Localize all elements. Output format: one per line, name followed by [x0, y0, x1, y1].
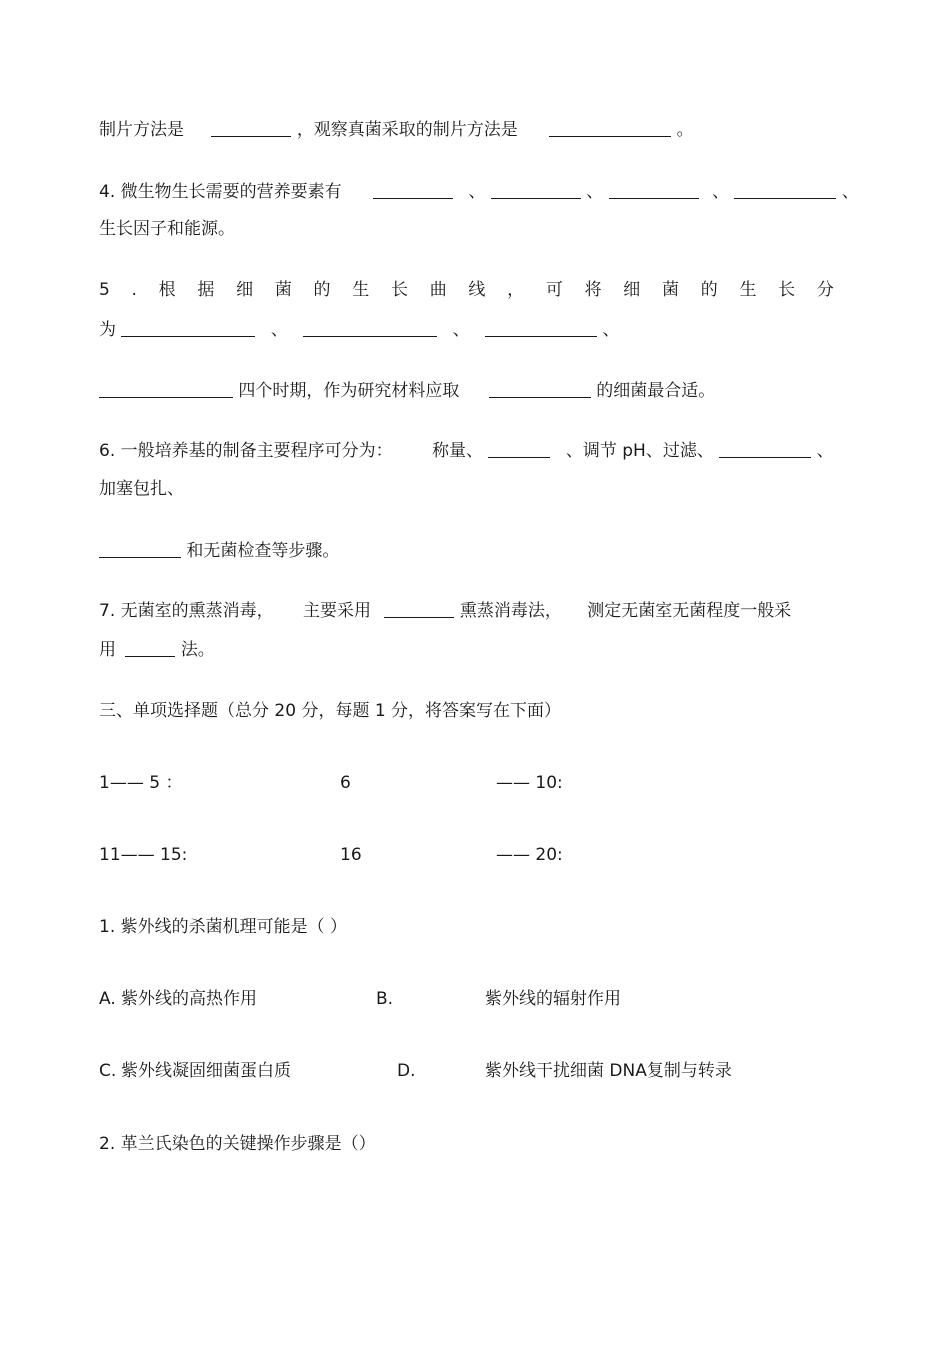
q5-char: 长 — [390, 280, 408, 300]
answer-range-a: 1—— 5 ： — [99, 773, 183, 793]
q6-text: 6. 一般培养基的制备主要程序可分为： — [99, 441, 393, 461]
q5-line-3 — [99, 379, 715, 402]
q7-tail: 测定无菌室无菌程度一般采 — [587, 601, 792, 621]
q6-line-1 — [99, 439, 834, 462]
q5-line-2 — [99, 318, 619, 341]
q5-char: 细 — [236, 280, 254, 300]
q3-text-1: 制片方法是 — [99, 120, 184, 140]
answer-range-c: —— 10: — [496, 773, 563, 793]
q5-char: 将 — [584, 280, 602, 300]
q5-sep-2: 、 — [452, 320, 470, 340]
q4-blank-4[interactable] — [734, 180, 836, 199]
q5-char: 分 — [816, 280, 834, 300]
option-text: 紫外线凝固细菌蛋白质 — [121, 1061, 291, 1081]
q4-sep-1: 、 — [468, 182, 486, 202]
q4-text: 4. 微生物生长需要的营养要素有 — [99, 182, 342, 202]
q4-sep-3: 、 — [712, 182, 730, 202]
answer-range-c: —— 20: — [496, 845, 563, 865]
q5-char: 长 — [778, 280, 796, 300]
q5-char: 曲 — [429, 280, 447, 300]
q7-line-2 — [99, 638, 215, 661]
q4-blank-1[interactable] — [373, 180, 453, 199]
q6-sep-end: 、 — [816, 441, 834, 461]
q6-blank-1[interactable] — [488, 439, 550, 458]
q5-sep-3: 、 — [602, 320, 620, 340]
q5-char: . — [131, 280, 137, 300]
q7-after-blank: 熏蒸消毒法， — [459, 601, 562, 621]
q5-char: 根 — [158, 280, 176, 300]
q5-char: 据 — [197, 280, 215, 300]
q5-char: 菌 — [274, 280, 292, 300]
q5-char: 生 — [352, 280, 370, 300]
q5-blank-1[interactable] — [121, 318, 255, 337]
section-3-heading: 三、单项选择题（总分 20 分，每题 1 分，将答案写在下面） — [99, 701, 562, 721]
q7-line-1 — [99, 599, 791, 622]
q5-char: 的 — [700, 280, 718, 300]
option-text: 紫外线的辐射作用 — [485, 989, 621, 1009]
q4-line-2: 生长因子和能源。 — [99, 219, 235, 239]
q5-char: ， — [507, 280, 525, 300]
q5-blank-4[interactable] — [99, 379, 233, 398]
q6-step-1: 称量、 — [432, 441, 484, 461]
option-text: 紫外线干扰细菌 DNA复制与转录 — [485, 1061, 732, 1081]
q7-mid: 主要采用 — [303, 601, 372, 621]
q3-blank-1[interactable] — [211, 118, 291, 137]
q6-step-2: 、调节 pH、过滤、 — [565, 441, 714, 461]
q6-line3-text: 和无菌检查等步骤。 — [186, 541, 340, 561]
q7-line2-start: 用 — [99, 640, 116, 660]
option-label: D. — [397, 1061, 416, 1081]
q3-text-2: ，观察真菌采取的制片方法是 — [296, 120, 518, 140]
q6-blank-2[interactable] — [719, 439, 811, 458]
q5-blank-2[interactable] — [303, 318, 437, 337]
q7-blank-2[interactable] — [125, 638, 175, 657]
q5-line-1 — [99, 279, 834, 301]
answer-range-b: 6 — [340, 773, 351, 793]
q5-char: 的 — [313, 280, 331, 300]
q6-line-3 — [99, 539, 339, 562]
mc2-question: 2. 革兰氏染色的关键操作步骤是（） — [99, 1134, 376, 1154]
q7-line2-end: 法。 — [180, 640, 215, 660]
q5-char: 生 — [739, 280, 757, 300]
q5-char: 可 — [545, 280, 563, 300]
answer-range-a: 11—— 15: — [99, 845, 188, 865]
option-text: 紫外线的高热作用 — [121, 989, 257, 1009]
q4-line-1 — [99, 180, 859, 203]
q7-blank-1[interactable] — [384, 599, 454, 618]
q5-char: 5 — [99, 280, 110, 300]
q4-blank-3[interactable] — [609, 180, 699, 199]
q5-blank-3[interactable] — [485, 318, 597, 337]
q3-text-end: 。 — [676, 120, 694, 140]
q5-char: 菌 — [662, 280, 680, 300]
option-label: C. — [99, 1061, 117, 1081]
q6-line-2: 加塞包扎、 — [99, 479, 184, 499]
q4-sep-4: 、 — [841, 182, 859, 202]
option-label: B. — [376, 989, 394, 1009]
q5-line2-start: 为 — [99, 320, 116, 340]
q4-sep-2: 、 — [586, 182, 604, 202]
answer-range-b: 16 — [340, 845, 362, 865]
q5-sep-1: 、 — [270, 320, 288, 340]
q6-blank-3[interactable] — [99, 539, 181, 558]
q3-blank-2[interactable] — [549, 118, 671, 137]
q5-blank-5[interactable] — [489, 379, 591, 398]
q4-blank-2[interactable] — [491, 180, 581, 199]
q7-text: 7. 无菌室的熏蒸消毒， — [99, 601, 274, 621]
q5-char: 线 — [468, 280, 486, 300]
q5-line3-mid: 四个时期，作为研究材料应取 — [238, 381, 460, 401]
q5-char: 细 — [623, 280, 641, 300]
option-label: A. — [99, 989, 116, 1009]
mc1-question: 1. 紫外线的杀菌机理可能是（ ） — [99, 917, 348, 937]
q5-line3-end: 的细菌最合适。 — [596, 381, 716, 401]
q3-continuation — [99, 118, 694, 141]
